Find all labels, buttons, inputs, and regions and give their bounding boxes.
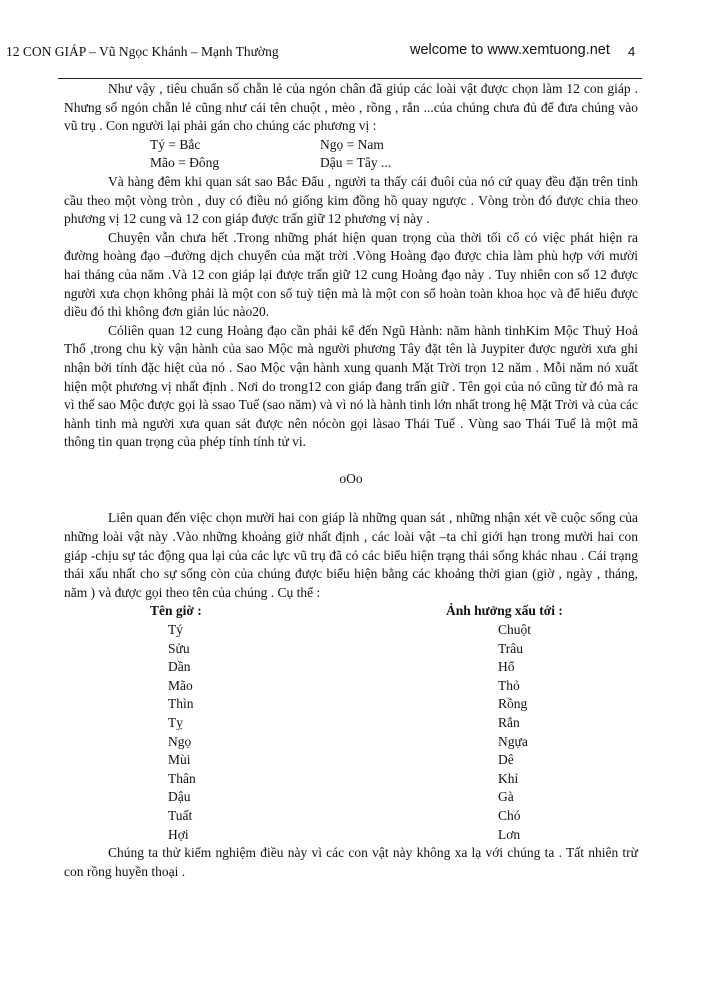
- affected-animal: Lơn: [498, 826, 521, 842]
- hour-name: Dần: [168, 659, 191, 675]
- table-row: [64, 640, 638, 659]
- table-row: [64, 621, 638, 640]
- table-row: [64, 714, 638, 733]
- paragraph: Và hàng đêm khi quan sát sao Bắc Đẩu , người ta thấy cái đuôi của nó cứ quay đều đặn trên tinh cầu theo một vòng tròn , duy có điều nó giống kim đồng hồ quay ngược . Vòng tròn đó được chia theo phương vị 12 cung và 12 con giáp được trấn giữ 12 phương vị này .: [64, 173, 638, 227]
- direction-entry: Ngọ = Nam: [320, 136, 384, 152]
- table-row: [64, 807, 638, 826]
- hour-name: Tý: [168, 622, 183, 638]
- running-header-title: 12 CON GIÁP – Vũ Ngọc Khánh – Mạnh Thường: [6, 44, 279, 59]
- page-body: [64, 80, 638, 881]
- hour-name: Ngọ: [168, 733, 192, 749]
- section-separator: oOo: [339, 470, 363, 486]
- hour-name: Thìn: [168, 696, 194, 712]
- direction-entry: Tý = Bắc: [150, 136, 201, 152]
- paragraph: Cóliên quan 12 cung Hoàng đạo cần phải kể đến Ngũ Hành: năm hành tinhKim Mộc Thuỷ Hoả Thổ ,trong chu kỳ vận hành của sao Mộc mà người phương Tây đặt tên là Juypiter được người xưa ghi nhận bởi tính đặc hiệt của nó . Sao Mộc vận hành xung quanh Mặt Trời trọn 12 năm . Mỗi năm nó xuất hiện một phương vị nhất định . Nơi do trong12 con giáp đang trấn giữ . Tên gọi của nó cũng từ đó mà ra vì thế sao Mộc được gọi là ssao Tuế (sao năm) và vì nó là hành tinh lớn nhất trong hệ Mặt Trời và của các hành tinh mà người xưa quan sát được nên nócòn gọi làsao Thái Tuế . Vùng sao Thái Tuế là một mã thông tin quan trọng của phép tính tính tử vi.: [64, 322, 638, 450]
- affected-animal: Khỉ: [498, 770, 519, 786]
- table-row: [64, 751, 638, 770]
- paragraph: Liên quan đến việc chọn mười hai con giáp là những quan sát , những nhận xét về cuộc sống của những loài vật này .Vào những khoảng giờ nhất định , các loài vật –ta chỉ giới hạn trong mười hai con giáp -chịu sự tác động qua lại của các lực vũ trụ đã có các biểu hiện trạng thái sống khác nhau . Cái trạng thái xấu nhất cho sự sống còn của chúng được biểu hiện bằng các khoảng thời gian (giờ , ngày , tháng, năm ) và được gọi theo tên của chúng . Cụ thể :: [64, 510, 638, 600]
- paragraph: Chuyện vẫn chưa hết .Trong những phát hiện quan trọng của thời tối cổ có việc phát hiện ra đường hoàng đạo –đường dịch chuyển của mặt trời .Vòng Hoàng đạo được chia làm phù hợp với mười hai tháng của năm .Và 12 con giáp lại được trấn giữ 12 cung Hoàng đạo này . Tuy nhiên con số 12 được người xưa chọn không phải là một con số tuỳ tiện mà là một con số hoàn toàn khoa học và để hiểu được diều đó thì không đơn giản lúc nào20.: [64, 229, 638, 320]
- affected-animal: Chuột: [498, 622, 532, 638]
- header-divider: [58, 78, 642, 79]
- hours-table-body: [64, 621, 638, 844]
- hour-name: Dậu: [168, 789, 191, 805]
- table-row: [64, 677, 638, 696]
- table-row: [64, 733, 638, 752]
- table-row: [64, 826, 638, 845]
- page-number: 4: [628, 44, 636, 59]
- affected-animal: Rắn: [498, 715, 520, 730]
- table-row: [64, 788, 638, 807]
- running-header-website: welcome to www.xemtuong.net: [410, 42, 610, 58]
- paragraph: Chúng ta thử kiểm nghiệm điều này vì các con vật này không xa lạ với chúng ta . Tất nhiên trừ con rồng huyền thoại .: [64, 845, 638, 879]
- paragraph: Như vậy , tiêu chuẩn số chẵn lẻ của ngón chân đã giúp các loài vật được chọn làm 12 con giáp . Nhưng số ngón chẵn lẻ cũng như cái tên chuột , mèo , rồng , rắn ...của chúng chưa đủ để đưa chúng vào vũ trụ . Con người lại phải gán cho chúng các phương vị :: [64, 81, 638, 134]
- direction-row: [64, 154, 638, 173]
- hour-name: Tuất: [168, 807, 193, 823]
- hour-name: Hợi: [168, 826, 189, 842]
- affected-animal: Gà: [498, 789, 514, 805]
- direction-entry: Mão = Đông: [150, 155, 220, 171]
- column-header-effect: Ảnh hưởng xấu tới :: [446, 603, 563, 619]
- direction-row: [64, 136, 638, 155]
- direction-entry: Dậu = Tây ...: [320, 155, 392, 171]
- hour-name: Tỵ: [168, 715, 183, 730]
- hour-name: Mão: [168, 677, 193, 693]
- hour-name: Thân: [168, 770, 196, 786]
- table-header-row: [64, 602, 638, 621]
- affected-animal: Hổ: [498, 659, 515, 675]
- table-row: [64, 658, 638, 677]
- column-header-hour: Tên giờ :: [150, 603, 202, 619]
- table-row: [64, 695, 638, 714]
- hour-name: Mùi: [168, 752, 191, 768]
- affected-animal: Chó: [498, 807, 521, 823]
- hour-name: Sửu: [168, 640, 190, 656]
- affected-animal: Ngựa: [498, 733, 528, 749]
- table-row: [64, 770, 638, 789]
- affected-animal: Thỏ: [498, 677, 520, 693]
- affected-animal: Rồng: [498, 696, 528, 712]
- affected-animal: Trâu: [498, 640, 524, 656]
- affected-animal: Dê: [498, 752, 514, 768]
